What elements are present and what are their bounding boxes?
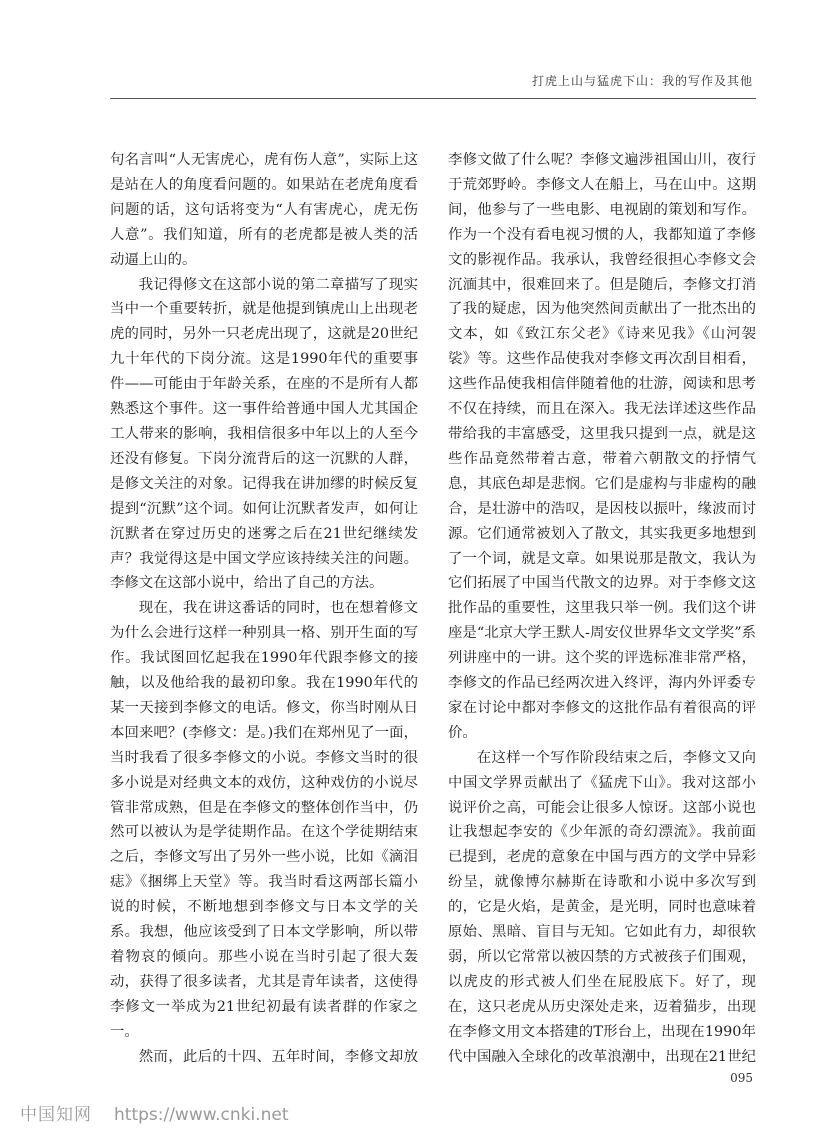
left-paragraph-1: 句名言叫“人无害虎心，虎有伤人意”，实际上这是站在人的角度看问题的。如果站在老虎角度看问题的话，这句话将变为“人有害虎心，虎无伤人意”。我们知道，所有的老虎都是被人类的活动逼上山的。 <box>110 152 418 268</box>
header-rule <box>110 98 756 99</box>
left-paragraph-3: 现在，我在讲这番话的同时，也在想着修文为什么会进行这样一种别具一格、别开生面的写作。我试图回忆起我在1990年代跟李修文的接触，以及他给我的最初印象。我在1990年代的某一天接到李修文的电话。修文，你当时刚从日本回来吧？(李修文：是。)我们在郑州见了一面，当时我看了很多李修文的小说。李修文当时的很多小说是对经典文本的戏仿，这种戏仿的小说尽管非常成熟，但是在李修文的整体创作当中，仍然可以被认为是学徒期作品。在这个学徒期结束之后，李修文写出了另外一些小说，比如《滴泪痣》《捆绑上天堂》等。我当时看这两部长篇小说的时候，不断地想到李修文与日本文学的关系。我想，他应该受到了日本文学影响，所以带着物哀的倾向。那些小说在当时引起了很大轰动，获得了很多读者，尤其是青年读者，这使得李修文一举成为21世纪初最有读者群的作家之一。 <box>110 600 418 1040</box>
right-column <box>448 148 756 1068</box>
page-number: 095 <box>730 1071 753 1085</box>
left-paragraph-2: 我记得修文在这部小说的第二章描写了现实当中一个重要转折，就是他提到镇虎山上出现老虎的同时，另外一只老虎出现了，这就是20世纪九十年代的下岗分流。这是1990年代的重要事件——可能由于年龄关系，在座的不是所有人都熟悉这个事件。这一事件给普通中国人尤其国企工人带来的影响，我相信很多中年以上的人至今还没有修复。下岗分流背后的这一沉默的人群，是修文关注的对象。记得我在讲加缪的时候反复提到“沉默”这个词。如何让沉默者发声，如何让沉默者在穿过历史的迷雾之后在21世纪继续发声？我觉得这是中国文学应该持续关注的问题。李修文在这部小说中，给出了自己的方法。 <box>110 276 418 592</box>
right-paragraph-1: 李修文做了什么呢？李修文遍涉祖国山川，夜行于荒郊野岭。李修文人在船上，马在山中。这期间，他参与了一些电影、电视剧的策划和写作。作为一个没有看电视习惯的人，我都知道了李修文的影视作品。我承认，我曾经很担心李修文会沉湎其中，很难回来了。但是随后，李修文打消了我的疑虑，因为他突然间贡献出了一批杰出的文本，如《致江东父老》《诗来见我》《山河袈裟》等。这些作品使我对李修文再次刮目相看，这些作品使我相信伴随着他的壮游，阅读和思考不仅在持续，而且在深入。我无法详述这些作品带给我的丰富感受，这里我只提到一点，就是这些作品竟然带着古意，带着六朝散文的抒情气息，其底色却是悲悯。它们是虚构与非虚构的融合，是壮游中的浩叹，是因枝以振叶，缘波而讨源。它们通常被划入了散文，其实我更多地想到了一个词，就是文章。如果说那是散文，我认为它们拓展了中国当代散文的边界。对于李修文这批作品的重要性，这里我只举一例。我们这个讲座是“北京大学王默人-周安仪世界华文文学奖”系列讲座中的一讲。这个奖的评选标准非常严格，李修文的作品已经两次进入终评，海内外评委专家在讨论中都对李修文的这批作品有着很高的评价。 <box>448 152 756 741</box>
left-column <box>110 148 418 1068</box>
cnki-watermark <box>20 1100 288 1125</box>
running-head-title: 打虎上山与猛虎下山：我的写作及其他 <box>531 74 753 88</box>
left-paragraph-4: 然而，此后的十四、五年时间，李修文却放 <box>138 1048 418 1065</box>
right-paragraph-2: 在这样一个写作阶段结束之后，李修文又向中国文学界贡献出了《猛虎下山》。我对这部小说评价之高，可能会让很多人惊讶。这部小说也让我想起李安的《少年派的奇幻漂流》。我前面已提到，老虎的意象在中国与西方的文学中异彩纷呈，就像博尔赫斯在诗歌和小说中多次写到的，它是火焰，是黄金，是光明，同时也意味着原始、黑暗、盲目与无知。它如此有力，却很软弱，所以它常常以被囚禁的方式被孩子们围观，以虎皮的形式被人们坐在屁股底下。好了，现在，这只老虎从历史深处走来，迈着猫步，出现在李修文用文本搭建的T形台上，出现在1990年代中国融入全球化的改革浪潮中，出现在21世纪 <box>448 749 756 1065</box>
watermark-url: https://www.cnki.net <box>114 1105 289 1125</box>
watermark-site-name: 中国知网 <box>20 1105 92 1125</box>
body-columns <box>110 148 756 1068</box>
